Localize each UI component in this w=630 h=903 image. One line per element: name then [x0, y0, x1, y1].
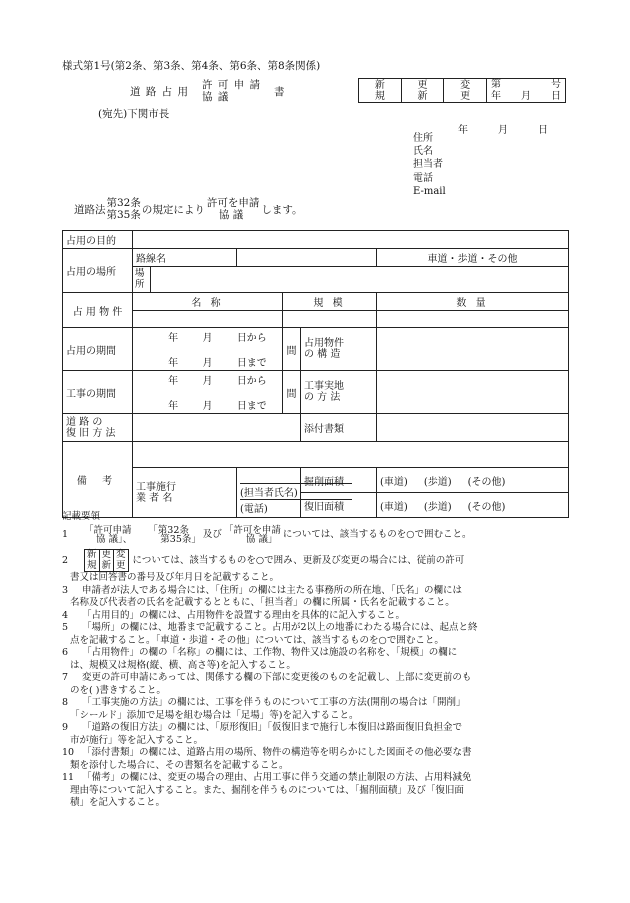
note-number: 8	[62, 697, 69, 709]
notes-heading: 記載要領	[62, 511, 101, 522]
note-text: 「シールド」添加で足場を組む場合は「足場」等)を記入すること。	[70, 709, 359, 721]
work-period-dates[interactable]: 年 月 日から 年 月 日まで	[133, 371, 283, 414]
status-change[interactable]: 変 更	[444, 79, 487, 103]
object-name-input[interactable]	[133, 311, 283, 328]
remarks-input[interactable]	[133, 442, 569, 468]
remarks-label: 備 考	[63, 442, 133, 518]
note-item	[62, 672, 572, 697]
note-item	[62, 722, 572, 747]
note-text: 「道路の復旧方法」の欄には、「原形復旧」「仮復旧まで施行し本復旧は路面復旧負担金で	[82, 722, 463, 734]
note-item	[62, 772, 572, 810]
field-name[interactable]: 氏名	[413, 146, 433, 158]
status-new[interactable]: 新 規	[359, 79, 402, 103]
note-text: 申請者が法人である場合には、「住所」の欄には主たる事務所の所在地、「氏名」の欄には	[82, 584, 463, 596]
application-form-table	[62, 230, 569, 518]
note-item	[62, 622, 572, 647]
restore-label: 道 路 の 復 旧 方 法	[63, 414, 133, 442]
note-text: 「工事実施の方法」の欄には、工事を伴うものについて工事の方法(開削の場合は「開削」	[82, 697, 466, 709]
note-text: 類を添付した場合に、その書類名を記載すること。	[70, 759, 289, 771]
status-renew[interactable]: 更 新	[401, 79, 444, 103]
note-2: 2 新 規 更 新 変 更 については、該当するものを○で囲み、更新及び変更の場合には、従前の許可	[62, 549, 465, 571]
note-number: 4	[62, 609, 69, 621]
note-text: は、規模又は規格(縦、横、高さ等)を記入すること。	[70, 659, 296, 671]
title-opt-permit: 許 可 申 請	[202, 79, 262, 91]
work-period-between: 間	[283, 371, 301, 414]
method-input[interactable]	[377, 371, 569, 414]
note-item	[62, 697, 572, 722]
note-text: 積」を記入すること。	[70, 797, 166, 809]
dig-area-options[interactable]: (車道) (歩道) (その他)	[377, 468, 569, 493]
status-number-date[interactable]: 第 号 年 月 日	[487, 79, 566, 103]
note-text: 変更の許可申請にあっては、関係する欄の下部に変更後のものを記載し、上部に変更前のも	[82, 672, 472, 684]
place-input[interactable]	[151, 267, 569, 293]
work-period-label: 工事の期間	[63, 371, 133, 414]
note-1: 1 「許可申請 協 議」、 「第32条 第35条」 及び 「許可を申請 協 議」 については、該当するものを○で囲むこと。	[62, 524, 472, 546]
col-qty-header: 数 量	[377, 293, 569, 311]
note-number: 10	[62, 747, 75, 759]
attach-input[interactable]	[377, 414, 569, 442]
note-items	[62, 585, 572, 810]
note-text: 理由等について記入すること。また、掘削を伴うものについては、「掘削面積」及び「復旧面	[70, 784, 464, 796]
date-line[interactable]: 年 月 日	[458, 125, 548, 136]
field-address[interactable]: 住所	[413, 133, 433, 144]
period-between: 間	[283, 328, 301, 371]
object-label: 占 用 物 件	[63, 293, 133, 328]
contractor-label: 工事施行 業 者 名	[133, 468, 237, 518]
col-name-header: 名 称	[133, 293, 283, 311]
note-text: 「占用目的」の欄には、占用物件を設置する理由を具体的に記入すること。	[82, 609, 406, 621]
title-right: 書	[274, 86, 285, 98]
note-number: 5	[62, 622, 69, 634]
method-label: 工事実地 の 方 法	[301, 371, 377, 414]
restore-area-label: 復旧面積	[301, 493, 377, 518]
note-number: 3	[62, 584, 69, 596]
object-spec-input[interactable]	[283, 311, 377, 328]
status-box	[358, 78, 566, 103]
note-number: 7	[62, 672, 69, 684]
title-options	[202, 80, 261, 103]
contractor-input[interactable]: (担当者氏名) (電話)	[237, 468, 301, 518]
purpose-label: 占用の目的	[63, 231, 133, 249]
field-email[interactable]: E-mail	[413, 185, 446, 197]
title-opt-consult: 協 議	[202, 90, 230, 103]
restore-input[interactable]	[133, 414, 301, 442]
period-dates[interactable]: 年 月 日から 年 月 日まで	[133, 328, 283, 371]
note-text: 「場所」の欄には、地番まで記載すること。占用が2以上の地番にわたる場合には、起点と終	[82, 622, 478, 634]
note-text: 「占用物件」の欄の「名称」の欄には、工作物、物件又は施設の名称を、「規模」の欄に	[82, 647, 458, 659]
road-type-options[interactable]: 車道・歩道・その他	[377, 249, 569, 267]
note-text: のを( )書きすること。	[70, 684, 166, 696]
field-contact[interactable]: 担当者	[413, 159, 443, 171]
note-number: 9	[62, 722, 69, 734]
note-text: 「添付書類」の欄には、道路占用の場所、物件の構造等を明らかにした図面その他必要な書	[82, 747, 472, 759]
note-item	[62, 610, 572, 623]
place-label: 場所	[133, 267, 151, 293]
field-phone[interactable]: 電話	[413, 172, 433, 184]
title-left: 道 路 占 用	[130, 86, 190, 98]
note-item	[62, 585, 572, 610]
law-line: 道路法 第32条 第35条 の規定により 許可を申請 協 議 します。	[74, 197, 303, 221]
note-text: 市が施行」等を記入すること。	[70, 734, 204, 746]
restore-area-options[interactable]: (車道) (歩道) (その他)	[377, 493, 569, 518]
note-2-cont: 書又は回答書の番号及び年月日を記載すること。	[70, 572, 280, 584]
structure-input[interactable]	[377, 328, 569, 371]
route-input[interactable]	[237, 249, 377, 267]
structure-label: 占用物件 の 構 造	[301, 328, 377, 371]
notes-section	[62, 511, 572, 810]
form-number: 様式第1号(第2条、第3条、第4条、第6条、第8条関係)	[62, 60, 321, 72]
note-number: 11	[62, 772, 75, 784]
period-label: 占用の期間	[63, 328, 133, 371]
attach-label: 添付書類	[301, 414, 377, 442]
col-spec-header: 規 模	[283, 293, 377, 311]
addressee: (宛先)下関市長	[98, 108, 170, 120]
note-2-box: 新 規 更 新 変 更	[84, 549, 129, 572]
note-text: 点を記載すること。「車道・歩道・その他」については、該当するものを○で囲むこと。	[70, 634, 444, 646]
dig-label: 掘削面積	[301, 468, 377, 493]
location-label: 占用の場所	[63, 249, 133, 293]
note-text: 名称及び代表者の氏名を記載するとともに、「担当者」の欄に所属・氏名を記載すること。	[70, 597, 455, 609]
object-qty-input[interactable]	[377, 311, 569, 328]
note-text: 「備考」の欄には、変更の場合の理由、占用工事に伴う交通の禁止制限の方法、占用料減免	[82, 772, 472, 784]
note-item	[62, 747, 572, 772]
applicant-fields	[413, 132, 446, 198]
note-item	[62, 647, 572, 672]
note-number: 6	[62, 647, 69, 659]
route-label: 路線名	[133, 249, 237, 267]
purpose-input[interactable]	[133, 231, 569, 249]
